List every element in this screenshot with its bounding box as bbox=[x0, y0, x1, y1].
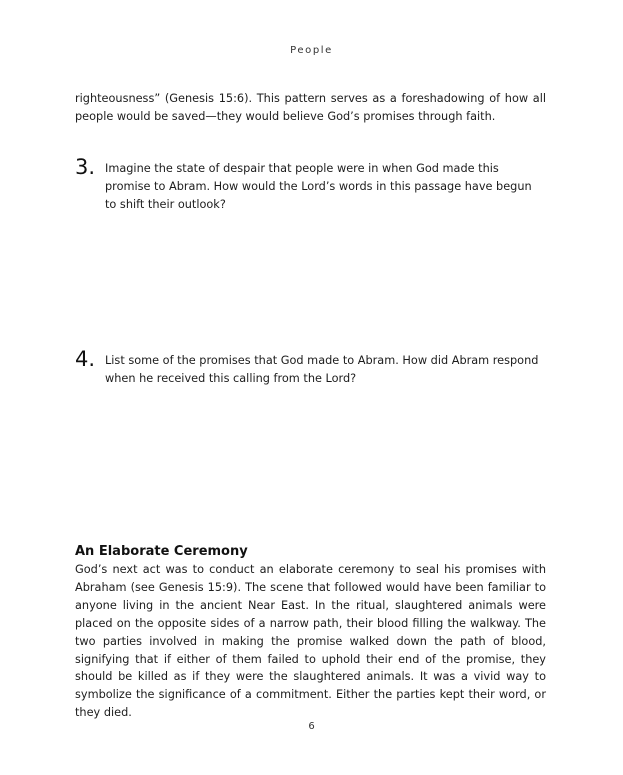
section-elaborate-ceremony bbox=[75, 543, 546, 722]
intro-paragraph: righteousness” (Genesis 15:6). This pattern serves as a foreshadowing of how all people would be saved—they would believe God’s promises through faith. bbox=[75, 92, 546, 123]
question-text: List some of the promises that God made to Abram. How did Abram respond when he received this calling from the Lord? bbox=[105, 354, 539, 385]
question-number: 4. bbox=[75, 347, 96, 371]
question-3 bbox=[75, 155, 546, 214]
question-4 bbox=[75, 347, 546, 388]
section-heading: An Elaborate Ceremony bbox=[75, 544, 248, 559]
section-body: God’s next act was to conduct an elaborate ceremony to seal his promises with Abraham (see Genesis 15:9). The scene that followed would have been familiar to anyone living in the ancient Near East. In the ritual, slaughtered animals were placed on the opposite sides of a narrow path, their blood filling the walkway. The two parties involved in making the promise walked down the path of blood, signifying that if either of them failed to uphold their end of the promise, they should be killed as if they were the slaughtered animals. It was a vivid way to symbolize the significance of a commitment. Either the parties kept their word, or they died. bbox=[75, 563, 546, 720]
question-text: Imagine the state of despair that people were in when God made this promise to Abram. How would the Lord’s words in this passage have begun to shift their outlook? bbox=[105, 162, 532, 211]
page-number: 6 bbox=[308, 721, 315, 732]
question-number: 3. bbox=[75, 155, 96, 179]
running-header: People bbox=[290, 45, 333, 56]
